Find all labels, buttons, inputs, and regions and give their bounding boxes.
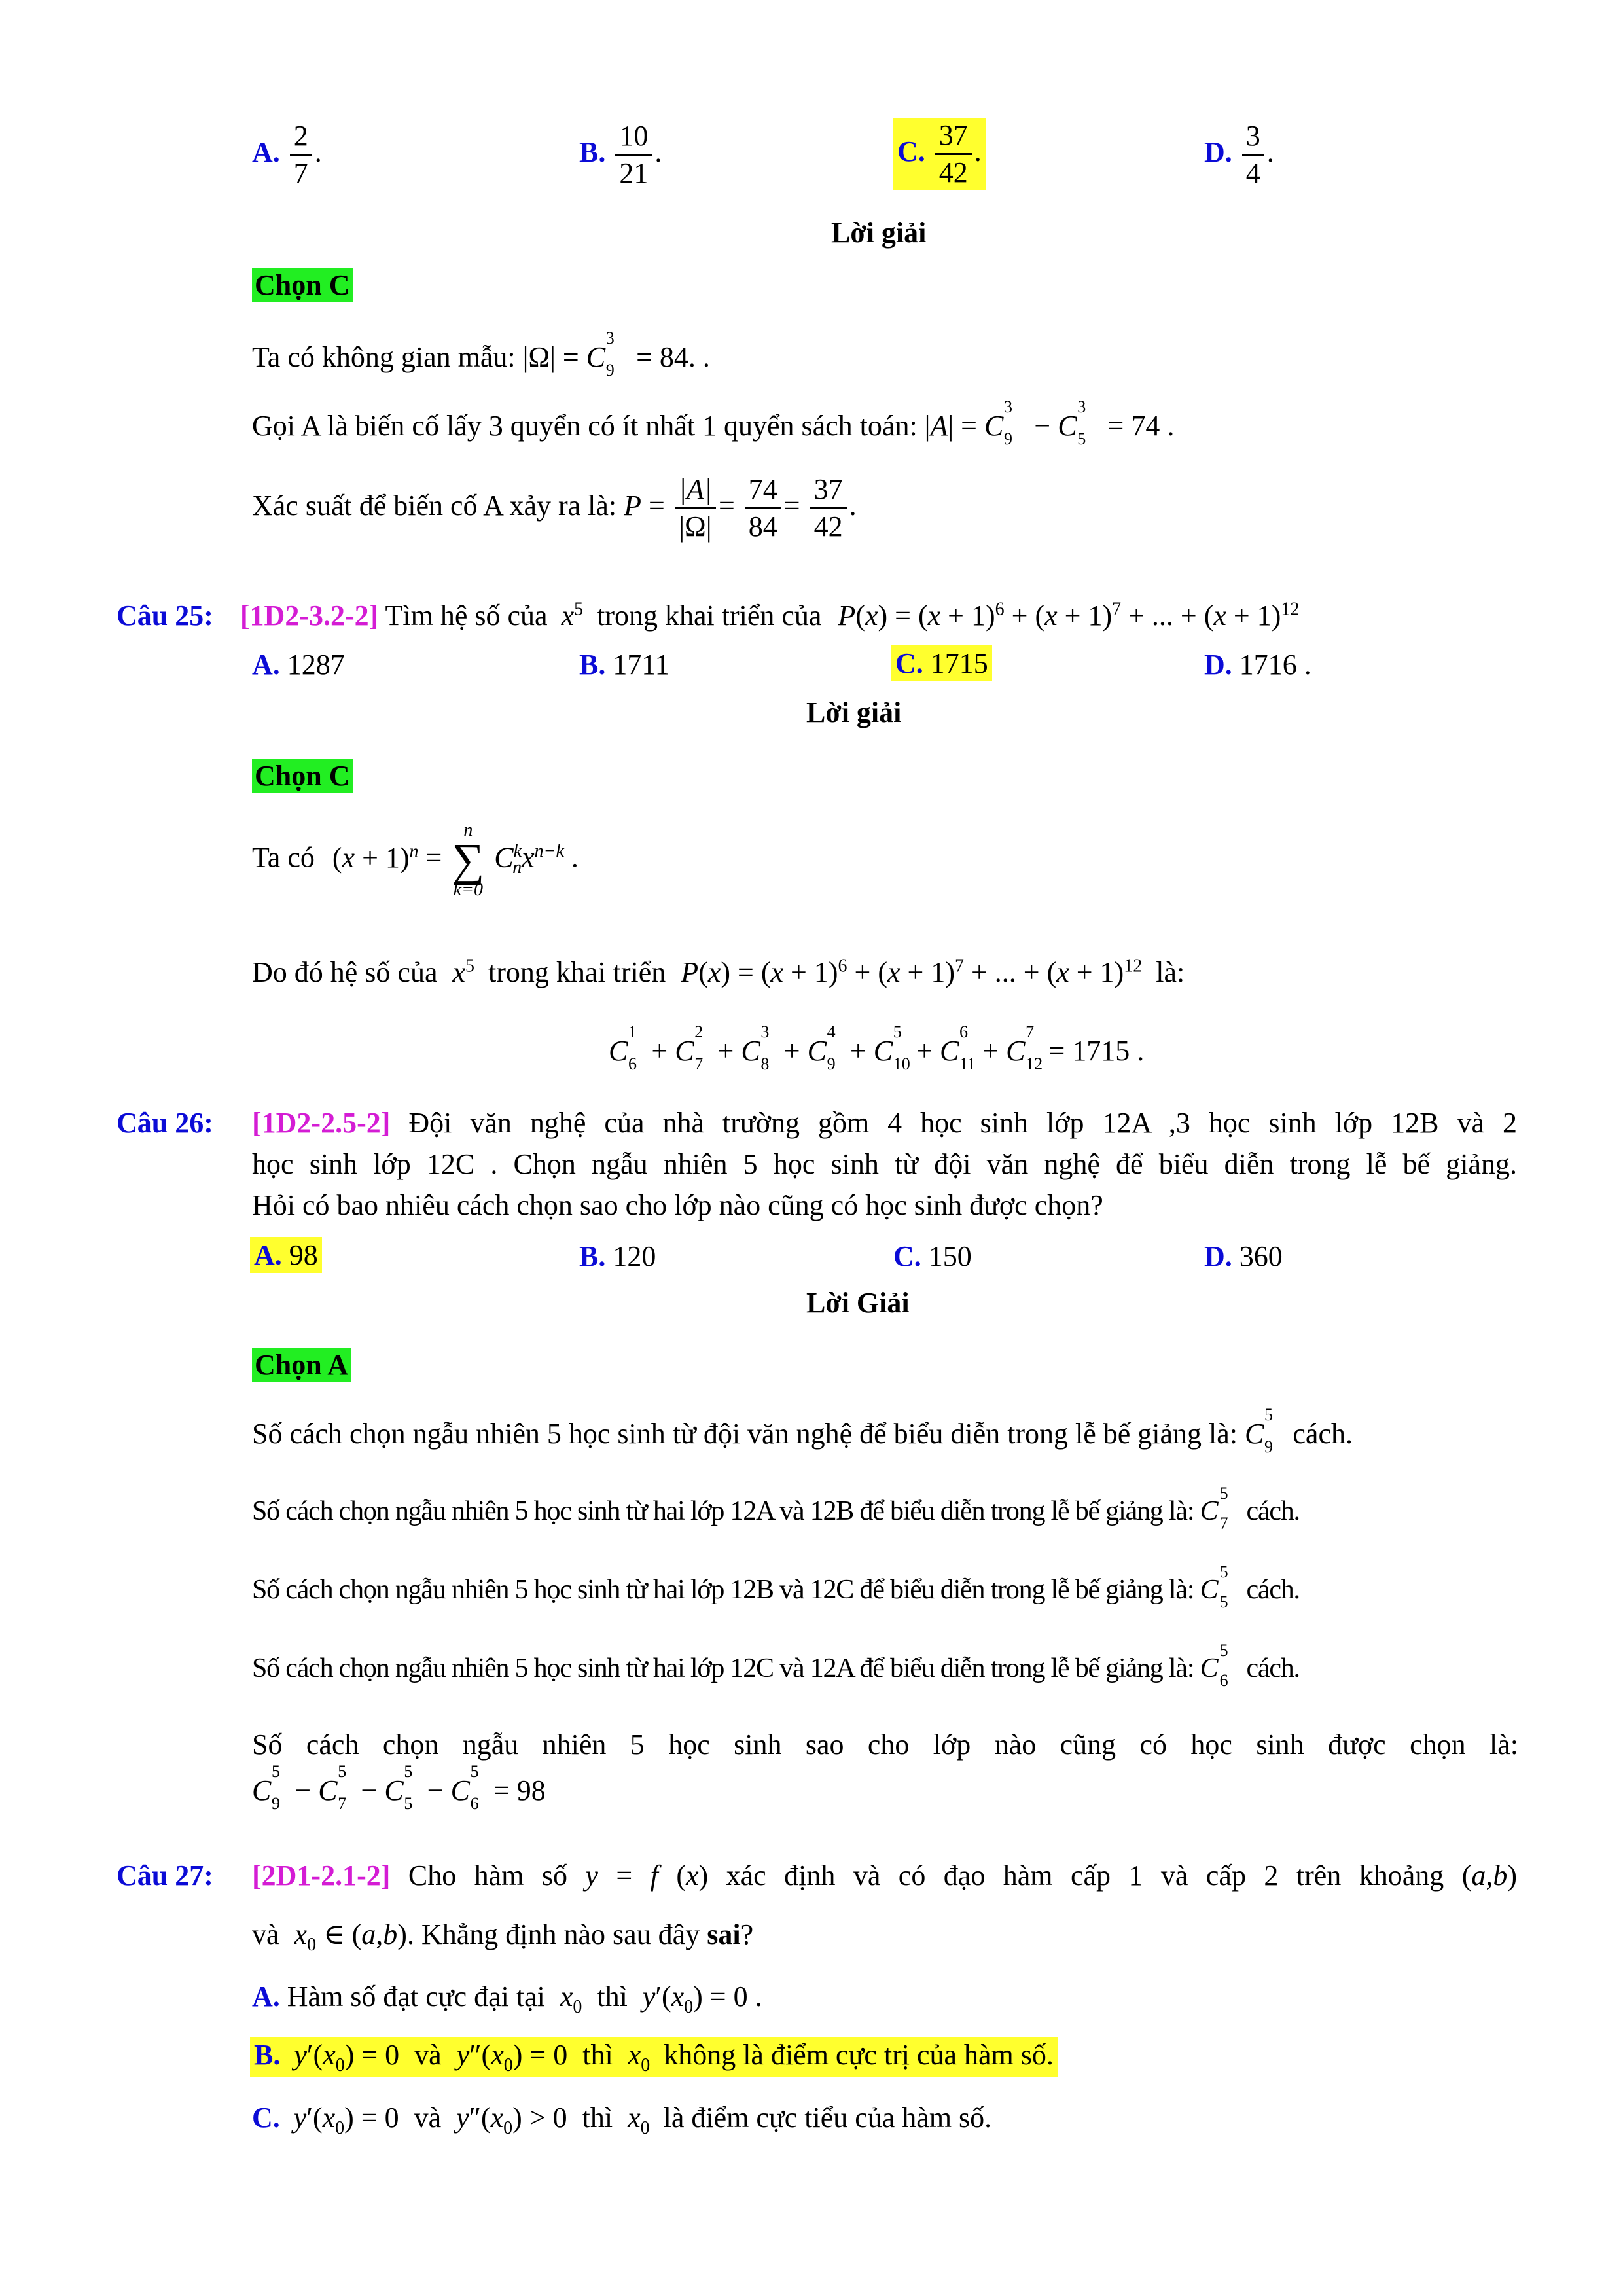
option-label: D. (1204, 135, 1232, 168)
q24-solution-title: Lời giải (831, 217, 927, 249)
q26-question: Câu 26: [1D2-2.5-2] Đội văn nghệ của nhà trường gồm 4 học sinh lớp 12A ,3 học sinh lớp 12B và 2 học sinh lớp 12C . Chọn ngẫu nhiên 5 học sinh từ đội văn nghệ để biểu diễn trong lễ bế giảng. Hỏi có bao nhiêu cách chọn sao cho lớp nào cũng có học sinh được chọn? (116, 1107, 1518, 1221)
q24-option-d[interactable]: D. $\frac{3}{4}$ . (1204, 120, 1274, 190)
q26-sol-line2: Số cách chọn ngẫu nhiên 5 học sinh từ hai lớp 12A và 12B để biểu diễn trong lễ bế giảng là: C 5 7 cách. (252, 1484, 1300, 1533)
q26-option-c[interactable]: C. 150 (893, 1240, 972, 1272)
q26-option-d[interactable]: D. 360 (1204, 1240, 1283, 1272)
sum-symbol: n ∑ k=0 (452, 820, 485, 900)
q26-sol-line5: Số cách chọn ngẫu nhiên 5 học sinh sao cho lớp nào cũng có học sinh được chọn là: (252, 1729, 1518, 1761)
q27-option-a[interactable]: A. Hàm số đạt cực đại tại $x_0$ thì $y'(x_0) = 0$ . (252, 1981, 762, 2017)
q24-line2: Gọi A là biến cố lấy 3 quyển có ít nhất 1 quyển sách toán: |A| = C 3 9 − C 3 5 = 74 . (252, 397, 1175, 448)
q25-question: Câu 25: [1D2-3.2-2] Tìm hệ số của $x^5$ trong khai triển của $P(x) = (x + 1)^6 + (x + 1)^7$ + ... + $(x + 1)^{12}$ (116, 599, 1300, 632)
q26-sol-result: C 5 9 − C 5 7 − C 5 5 − C 5 6 = 98 (252, 1762, 546, 1813)
math: C 3 5 (1058, 397, 1086, 448)
q25-line2: Do đó hệ số của $x^5$ trong khai triển $P(x) = (x + 1)^6 + (x + 1)^7$ + ... + $(x + 1)^{12}$ là: (252, 956, 1185, 988)
q24-choice: Chọn C (252, 268, 353, 302)
q25-result: C 1 6 + C 2 7 + C 3 8 + C 4 9 + C 5 10 + C 6 11 + C 7 12 = 1715 . (609, 1022, 1145, 1073)
fraction: $\frac{3}{4}$ (1242, 121, 1264, 188)
fraction: $\frac{10}{21}$ (615, 121, 652, 188)
option-label: A. (252, 135, 280, 168)
question-number: Câu 26: (116, 1107, 213, 1139)
q26-sol-line3: Số cách chọn ngẫu nhiên 5 học sinh từ hai lớp 12B và 12C để biểu diễn trong lễ bế giảng là: C 5 5 cách. (252, 1562, 1300, 1611)
q27-option-c[interactable]: C. $y'(x_0) = 0$ và $y''(x_0) > 0$ thì $x_0$ là điểm cực tiểu của hàm số. (252, 2102, 992, 2138)
q26-option-a-correct[interactable]: A. 98 (250, 1237, 322, 1273)
q25-option-d[interactable]: D. 1716 . (1204, 649, 1311, 681)
fraction: $\frac{74}{84}$ (745, 475, 781, 542)
q24-line3: Xác suất để biến cố A xảy ra là: P = $\frac{|A|}{|\Omega|}$ = $\frac{74}{84}$ = $\frac{37}{42}$ . (252, 473, 857, 543)
math: C 3 9 (984, 397, 1012, 448)
q25-option-b[interactable]: B. 1711 (579, 649, 669, 681)
q25-option-c-correct[interactable]: C. 1715 (891, 645, 992, 681)
q24-option-b[interactable]: B. $\frac{10}{21}$ . (579, 120, 662, 190)
q26-solution-title: Lời Giải (806, 1287, 910, 1319)
question-tag: [2D1-2.1-2] (252, 1859, 391, 1892)
q25-option-a[interactable]: A. 1287 (252, 649, 345, 681)
math: |A| = (924, 410, 984, 442)
option-label: C. (897, 135, 925, 168)
q27-question-line1: Câu 27: [2D1-2.1-2] Cho hàm số y = f (x) xác định và có đạo hàm cấp 1 và cấp 2 trên khoảng (a,b) (116, 1859, 1518, 1892)
fraction: $\frac{2}{7}$ (290, 121, 312, 188)
q24-option-a[interactable]: A. $\frac{2}{7}$ . (252, 120, 322, 190)
q25-line1: Ta có $(x + 1)^n$ = n ∑ k=0 $C^k_nx^{n-k}$ . (252, 820, 579, 900)
q27-option-b-correct[interactable]: B. $y'(x_0) = 0$ và $y''(x_0) = 0$ thì $x_0$ không là điểm cực trị của hàm số. (250, 2037, 1058, 2077)
math: C 3 9 (586, 329, 615, 380)
q24-line1: Ta có không gian mẫu: |Ω| = C 3 9 = 84. . (252, 329, 710, 380)
fraction: $\frac{|A|}{|\Omega|}$ (675, 475, 716, 542)
q25-solution-title: Lời giải (806, 696, 902, 728)
fraction: $\frac{37}{42}$ (935, 120, 972, 188)
math: |Ω| = (522, 341, 586, 373)
q27-question-line2: và $x_0$ ∈ (a,b). Khẳng định nào sau đây sai? (252, 1918, 754, 1955)
option-label: B. (579, 135, 606, 168)
q24-option-c-correct[interactable]: C. $\frac{37}{42}$ . (893, 118, 986, 190)
question-number: Câu 27: (116, 1859, 213, 1892)
question-tag: [1D2-3.2-2] (240, 600, 379, 632)
question-number: Câu 25: (116, 600, 213, 632)
q26-sol-line1: Số cách chọn ngẫu nhiên 5 học sinh từ đội văn nghệ để biểu diễn trong lễ bế giảng là: C 5 9 cách. (252, 1405, 1353, 1456)
fraction: $\frac{37}{42}$ (810, 475, 847, 542)
question-tag: [1D2-2.5-2] (252, 1107, 391, 1139)
q26-sol-line4: Số cách chọn ngẫu nhiên 5 học sinh từ hai lớp 12C và 12A để biểu diễn trong lễ bế giảng là: C 5 6 cách. (252, 1641, 1300, 1690)
q26-choice: Chọn A (252, 1348, 351, 1382)
q26-option-b[interactable]: B. 120 (579, 1240, 656, 1272)
q25-choice: Chọn C (252, 759, 353, 793)
